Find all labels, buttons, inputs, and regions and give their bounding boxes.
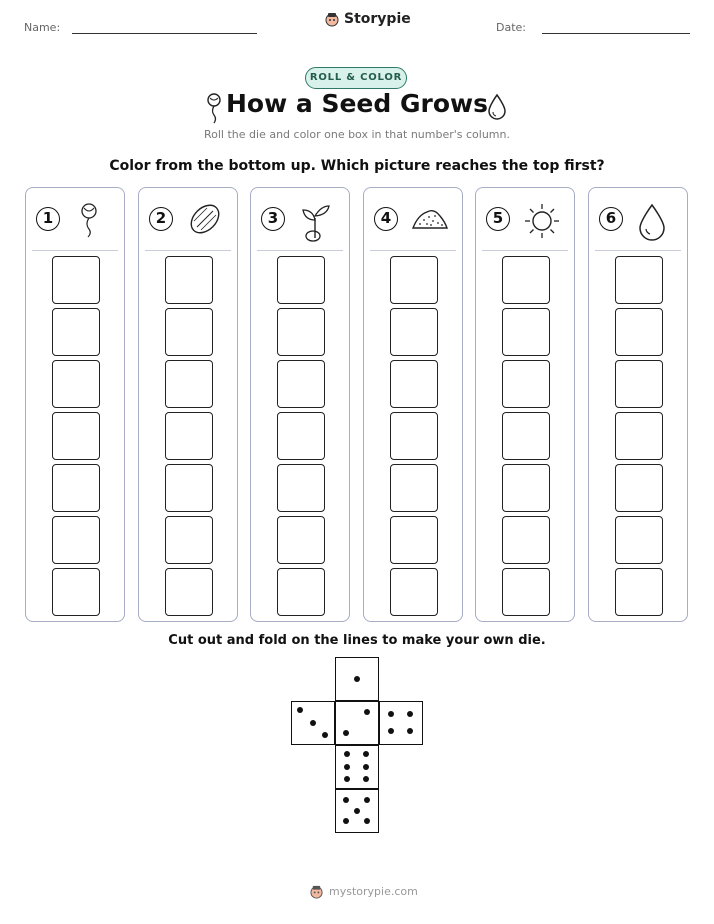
color-box[interactable] — [52, 308, 100, 356]
die-pip — [343, 730, 349, 736]
water-drop-icon — [635, 202, 669, 242]
color-box[interactable] — [165, 360, 213, 408]
column-number: 5 — [486, 207, 510, 231]
roll-color-badge: ROLL & COLOR — [305, 67, 407, 89]
color-box[interactable] — [165, 308, 213, 356]
color-box[interactable] — [165, 256, 213, 304]
storypie-logo-icon — [324, 11, 340, 27]
color-box[interactable] — [502, 412, 550, 460]
color-box[interactable] — [277, 256, 325, 304]
color-box[interactable] — [615, 464, 663, 512]
cutout-instruction: Cut out and fold on the lines to make your own die. — [168, 633, 546, 648]
color-box[interactable] — [52, 568, 100, 616]
die-face-3 — [291, 701, 335, 745]
subtitle: Roll the die and color one box in that number's column. — [204, 128, 510, 141]
color-box[interactable] — [502, 568, 550, 616]
die-pip — [388, 728, 394, 734]
page-title: How a Seed Grows — [226, 89, 488, 118]
date-line[interactable] — [542, 33, 690, 34]
sprout-icon — [297, 202, 335, 242]
color-box[interactable] — [390, 412, 438, 460]
die-face-4 — [379, 701, 423, 745]
color-box[interactable] — [277, 568, 325, 616]
column-divider — [145, 250, 231, 251]
die-pip — [407, 728, 413, 734]
color-box[interactable] — [277, 516, 325, 564]
die-pip — [344, 764, 350, 770]
column-3 — [250, 187, 350, 622]
color-box[interactable] — [502, 516, 550, 564]
column-number: 6 — [599, 207, 623, 231]
seed-pod-icon — [72, 202, 106, 238]
brand — [324, 11, 411, 27]
color-box[interactable] — [52, 516, 100, 564]
color-box[interactable] — [502, 308, 550, 356]
name-line[interactable] — [72, 33, 257, 34]
color-box[interactable] — [277, 308, 325, 356]
die-pip — [297, 707, 303, 713]
column-6 — [588, 187, 688, 622]
die-face-1 — [335, 657, 379, 701]
column-4 — [363, 187, 463, 622]
die-pip — [407, 711, 413, 717]
color-box[interactable] — [390, 308, 438, 356]
die-pip — [364, 797, 370, 803]
color-box[interactable] — [52, 360, 100, 408]
name-label: Name: — [24, 21, 61, 34]
color-box[interactable] — [390, 360, 438, 408]
color-box[interactable] — [165, 412, 213, 460]
column-divider — [370, 250, 456, 251]
color-box[interactable] — [615, 308, 663, 356]
column-divider — [257, 250, 343, 251]
storypie-logo-icon — [309, 884, 324, 899]
color-box[interactable] — [615, 360, 663, 408]
color-box[interactable] — [390, 256, 438, 304]
color-box[interactable] — [52, 256, 100, 304]
die-face-5 — [335, 789, 379, 833]
die-pip — [343, 818, 349, 824]
color-box[interactable] — [502, 360, 550, 408]
color-box[interactable] — [165, 568, 213, 616]
color-box[interactable] — [277, 464, 325, 512]
color-box[interactable] — [502, 256, 550, 304]
color-box[interactable] — [277, 360, 325, 408]
color-box[interactable] — [277, 412, 325, 460]
die-pip — [343, 797, 349, 803]
die-pip — [322, 732, 328, 738]
color-box[interactable] — [502, 464, 550, 512]
color-box[interactable] — [390, 516, 438, 564]
column-number: 1 — [36, 207, 60, 231]
color-box[interactable] — [165, 516, 213, 564]
color-box[interactable] — [615, 568, 663, 616]
date-label: Date: — [496, 21, 526, 34]
footer — [309, 884, 418, 899]
die-face-6 — [335, 745, 379, 789]
soil-icon — [410, 202, 450, 236]
color-box[interactable] — [615, 256, 663, 304]
color-box[interactable] — [390, 568, 438, 616]
column-5 — [475, 187, 575, 622]
die-pip — [364, 709, 370, 715]
column-1 — [25, 187, 125, 622]
color-box[interactable] — [615, 516, 663, 564]
color-box[interactable] — [615, 412, 663, 460]
column-divider — [482, 250, 568, 251]
die-pip — [363, 764, 369, 770]
column-number: 4 — [374, 207, 398, 231]
column-divider — [32, 250, 118, 251]
column-2 — [138, 187, 238, 622]
instruction: Color from the bottom up. Which picture reaches the top first? — [109, 158, 605, 174]
die-pip — [354, 676, 360, 682]
die-pip — [344, 776, 350, 782]
die-pip — [363, 751, 369, 757]
die-net — [291, 657, 424, 835]
die-pip — [354, 808, 360, 814]
brand-name: Storypie — [344, 11, 411, 27]
die-pip — [388, 711, 394, 717]
color-box[interactable] — [52, 464, 100, 512]
color-box[interactable] — [165, 464, 213, 512]
column-divider — [595, 250, 681, 251]
die-pip — [363, 776, 369, 782]
water-drop-title-icon — [486, 93, 508, 121]
die-pip — [344, 751, 350, 757]
color-box[interactable] — [390, 464, 438, 512]
column-number: 3 — [261, 207, 285, 231]
column-number: 2 — [149, 207, 173, 231]
footer-url[interactable]: mystorypie.com — [329, 885, 418, 898]
sun-icon — [522, 202, 562, 240]
die-pip — [310, 720, 316, 726]
color-box[interactable] — [52, 412, 100, 460]
die-face-2 — [335, 701, 379, 745]
die-pip — [364, 818, 370, 824]
seed-icon — [185, 202, 225, 236]
